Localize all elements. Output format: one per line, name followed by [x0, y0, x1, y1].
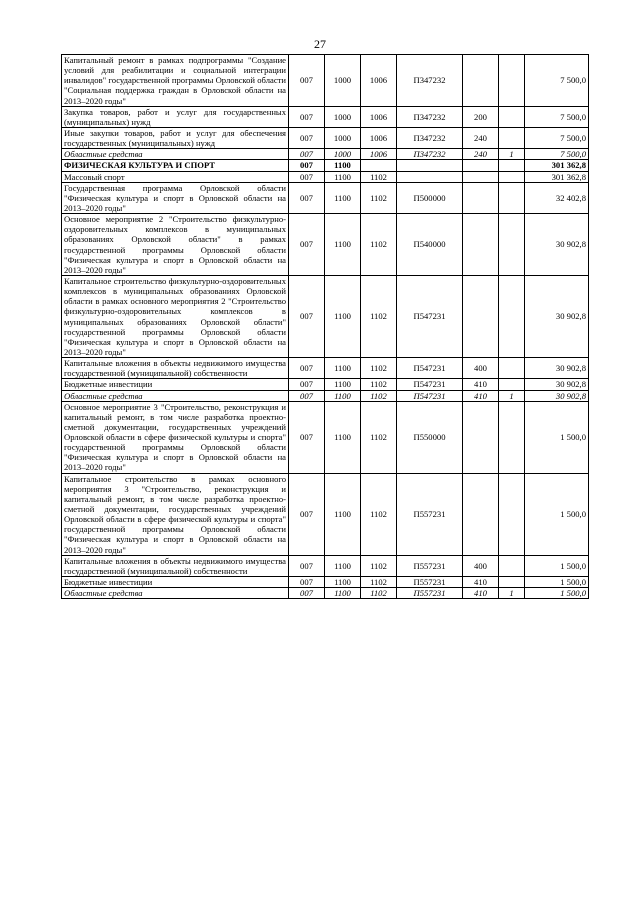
- target-article-cell: П347232: [397, 127, 463, 148]
- table-row: [62, 149, 589, 160]
- ministry-code-cell: 007: [289, 106, 325, 127]
- funding-source-cell: 1: [499, 149, 525, 160]
- row-name-cell: Массовый спорт: [62, 171, 289, 182]
- table-row: [62, 127, 589, 148]
- table-row: [62, 588, 589, 599]
- funding-source-cell: [499, 160, 525, 171]
- expense-type-cell: 410: [463, 588, 499, 599]
- budget-table: [61, 54, 589, 599]
- expense-type-cell: [463, 160, 499, 171]
- section-code-cell: 1100: [325, 182, 361, 213]
- ministry-code-cell: 007: [289, 182, 325, 213]
- section-code-cell: 1100: [325, 473, 361, 555]
- subsection-code-cell: 1102: [361, 182, 397, 213]
- section-code-cell: 1100: [325, 171, 361, 182]
- row-name-cell: Капитальный ремонт в рамках подпрограммы "Создание условий для реабилитации и социальной интеграции инвалидов" государственной программы Орловской области "Социальная поддержка граждан в Орловской области на 2013–2020 годы": [62, 55, 289, 107]
- subsection-code-cell: 1102: [361, 390, 397, 401]
- ministry-code-cell: 007: [289, 55, 325, 107]
- funding-source-cell: [499, 473, 525, 555]
- ministry-code-cell: 007: [289, 401, 325, 473]
- row-name-cell: ФИЗИЧЕСКАЯ КУЛЬТУРА И СПОРТ: [62, 160, 289, 171]
- section-code-cell: 1100: [325, 390, 361, 401]
- section-code-cell: 1100: [325, 401, 361, 473]
- section-code-cell: 1100: [325, 588, 361, 599]
- amount-cell: 30 902,8: [525, 379, 589, 390]
- row-name-cell: Бюджетные инвестиции: [62, 577, 289, 588]
- funding-source-cell: [499, 275, 525, 357]
- amount-cell: 30 902,8: [525, 358, 589, 379]
- expense-type-cell: [463, 182, 499, 213]
- amount-cell: 30 902,8: [525, 214, 589, 276]
- expense-type-cell: 240: [463, 149, 499, 160]
- funding-source-cell: [499, 127, 525, 148]
- expense-type-cell: [463, 55, 499, 107]
- ministry-code-cell: 007: [289, 555, 325, 576]
- target-article-cell: П347232: [397, 55, 463, 107]
- section-code-cell: 1100: [325, 275, 361, 357]
- target-article-cell: П557231: [397, 588, 463, 599]
- section-code-cell: 1100: [325, 358, 361, 379]
- target-article-cell: [397, 160, 463, 171]
- target-article-cell: П547231: [397, 390, 463, 401]
- table-body: [62, 55, 589, 599]
- amount-cell: 32 402,8: [525, 182, 589, 213]
- amount-cell: 301 362,8: [525, 171, 589, 182]
- amount-cell: 1 500,0: [525, 588, 589, 599]
- amount-cell: 1 500,0: [525, 577, 589, 588]
- subsection-code-cell: 1006: [361, 127, 397, 148]
- subsection-code-cell: 1102: [361, 577, 397, 588]
- target-article-cell: П540000: [397, 214, 463, 276]
- subsection-code-cell: 1006: [361, 55, 397, 107]
- section-code-cell: 1100: [325, 214, 361, 276]
- section-code-cell: 1100: [325, 555, 361, 576]
- target-article-cell: [397, 171, 463, 182]
- row-name-cell: Основное мероприятие 3 "Строительство, реконструкция и капитальный ремонт, в том числе разработка проектно-сметной документации, государственных учреждений Орловской области в сфере физической культуры и спорта" государственной программы Орловской области "Физическая культура и спорт в Орловской области на 2013–2020 годы": [62, 401, 289, 473]
- table-row: [62, 555, 589, 576]
- expense-type-cell: 410: [463, 379, 499, 390]
- row-name-cell: Иные закупки товаров, работ и услуг для обеспечения государственных (муниципальных) нужд: [62, 127, 289, 148]
- funding-source-cell: [499, 182, 525, 213]
- table-row: [62, 401, 589, 473]
- expense-type-cell: 410: [463, 577, 499, 588]
- table-row: [62, 390, 589, 401]
- row-name-cell: Областные средства: [62, 588, 289, 599]
- section-code-cell: 1100: [325, 577, 361, 588]
- row-name-cell: Областные средства: [62, 149, 289, 160]
- amount-cell: 7 500,0: [525, 106, 589, 127]
- subsection-code-cell: 1006: [361, 149, 397, 160]
- row-name-cell: Основное мероприятие 2 "Строительство физкультурно-оздоровительных комплексов в муниципальных образованиях Орловской области" в рамках государственной программы Орловской области "Физическая культура и спорт в Орловской области на 2013–2020 годы": [62, 214, 289, 276]
- funding-source-cell: [499, 171, 525, 182]
- ministry-code-cell: 007: [289, 214, 325, 276]
- expense-type-cell: 400: [463, 555, 499, 576]
- target-article-cell: П347232: [397, 106, 463, 127]
- amount-cell: 301 362,8: [525, 160, 589, 171]
- subsection-code-cell: 1102: [361, 588, 397, 599]
- ministry-code-cell: 007: [289, 358, 325, 379]
- amount-cell: 30 902,8: [525, 390, 589, 401]
- expense-type-cell: 200: [463, 106, 499, 127]
- section-code-cell: 1100: [325, 379, 361, 390]
- section-code-cell: 1000: [325, 149, 361, 160]
- ministry-code-cell: 007: [289, 127, 325, 148]
- ministry-code-cell: 007: [289, 577, 325, 588]
- expense-type-cell: [463, 275, 499, 357]
- table-row: [62, 171, 589, 182]
- funding-source-cell: 1: [499, 588, 525, 599]
- subsection-code-cell: 1102: [361, 401, 397, 473]
- section-code-cell: 1000: [325, 55, 361, 107]
- amount-cell: 1 500,0: [525, 401, 589, 473]
- subsection-code-cell: 1102: [361, 171, 397, 182]
- row-name-cell: Областные средства: [62, 390, 289, 401]
- amount-cell: 1 500,0: [525, 473, 589, 555]
- subsection-code-cell: 1102: [361, 214, 397, 276]
- ministry-code-cell: 007: [289, 171, 325, 182]
- table-row: [62, 214, 589, 276]
- row-name-cell: Капитальные вложения в объекты недвижимого имущества государственной (муниципальной) собственности: [62, 555, 289, 576]
- funding-source-cell: 1: [499, 390, 525, 401]
- table-row: [62, 358, 589, 379]
- target-article-cell: П547231: [397, 358, 463, 379]
- ministry-code-cell: 007: [289, 588, 325, 599]
- expense-type-cell: 410: [463, 390, 499, 401]
- table-row: [62, 473, 589, 555]
- expense-type-cell: 240: [463, 127, 499, 148]
- section-code-cell: 1000: [325, 106, 361, 127]
- target-article-cell: П347232: [397, 149, 463, 160]
- ministry-code-cell: 007: [289, 390, 325, 401]
- target-article-cell: П557231: [397, 473, 463, 555]
- amount-cell: 7 500,0: [525, 55, 589, 107]
- subsection-code-cell: 1006: [361, 106, 397, 127]
- table-row: [62, 379, 589, 390]
- ministry-code-cell: 007: [289, 379, 325, 390]
- funding-source-cell: [499, 401, 525, 473]
- table-row: [62, 106, 589, 127]
- row-name-cell: Капитальные вложения в объекты недвижимого имущества государственной (муниципальной) собственности: [62, 358, 289, 379]
- row-name-cell: Бюджетные инвестиции: [62, 379, 289, 390]
- amount-cell: 30 902,8: [525, 275, 589, 357]
- target-article-cell: П547231: [397, 275, 463, 357]
- subsection-code-cell: 1102: [361, 473, 397, 555]
- ministry-code-cell: 007: [289, 160, 325, 171]
- target-article-cell: П547231: [397, 379, 463, 390]
- expense-type-cell: [463, 214, 499, 276]
- target-article-cell: П500000: [397, 182, 463, 213]
- funding-source-cell: [499, 555, 525, 576]
- row-name-cell: Закупка товаров, работ и услуг для государственных (муниципальных) нужд: [62, 106, 289, 127]
- row-name-cell: Капитальное строительство в рамках основного мероприятия 3 "Строительство, реконструкция и капитальный ремонт, в том числе разработка проектно-сметной документации, государственных учреждений Орловской области в сфере физической культуры и спорта" государственной программы Орловской области "Физическая культура и спорт в Орловской области на 2013–2020 годы": [62, 473, 289, 555]
- ministry-code-cell: 007: [289, 149, 325, 160]
- subsection-code-cell: 1102: [361, 379, 397, 390]
- row-name-cell: Государственная программа Орловской области "Физическая культура и спорт в Орловской области на 2013–2020 годы": [62, 182, 289, 213]
- table-row: [62, 275, 589, 357]
- subsection-code-cell: 1102: [361, 275, 397, 357]
- ministry-code-cell: 007: [289, 473, 325, 555]
- table-row: [62, 577, 589, 588]
- expense-type-cell: [463, 473, 499, 555]
- target-article-cell: П557231: [397, 555, 463, 576]
- funding-source-cell: [499, 106, 525, 127]
- target-article-cell: П550000: [397, 401, 463, 473]
- section-code-cell: 1100: [325, 160, 361, 171]
- table-row: [62, 182, 589, 213]
- amount-cell: 7 500,0: [525, 127, 589, 148]
- expense-type-cell: [463, 401, 499, 473]
- funding-source-cell: [499, 214, 525, 276]
- expense-type-cell: [463, 171, 499, 182]
- funding-source-cell: [499, 577, 525, 588]
- row-name-cell: Капитальное строительство физкультурно-оздоровительных комплексов в муниципальных образованиях Орловской области в рамках основного мероприятия 2 "Строительство физкультурно-оздоровительных комплексов в муниципальных образованиях Орловской области" государственной программы Орловской области "Физическая культура и спорт в Орловской области на 2013–2020 годы": [62, 275, 289, 357]
- target-article-cell: П557231: [397, 577, 463, 588]
- subsection-code-cell: [361, 160, 397, 171]
- subsection-code-cell: 1102: [361, 555, 397, 576]
- funding-source-cell: [499, 358, 525, 379]
- section-code-cell: 1000: [325, 127, 361, 148]
- expense-type-cell: 400: [463, 358, 499, 379]
- funding-source-cell: [499, 379, 525, 390]
- subsection-code-cell: 1102: [361, 358, 397, 379]
- table-row: [62, 55, 589, 107]
- ministry-code-cell: 007: [289, 275, 325, 357]
- table-row: [62, 160, 589, 171]
- funding-source-cell: [499, 55, 525, 107]
- amount-cell: 7 500,0: [525, 149, 589, 160]
- page-number: 27: [314, 37, 326, 51]
- amount-cell: 1 500,0: [525, 555, 589, 576]
